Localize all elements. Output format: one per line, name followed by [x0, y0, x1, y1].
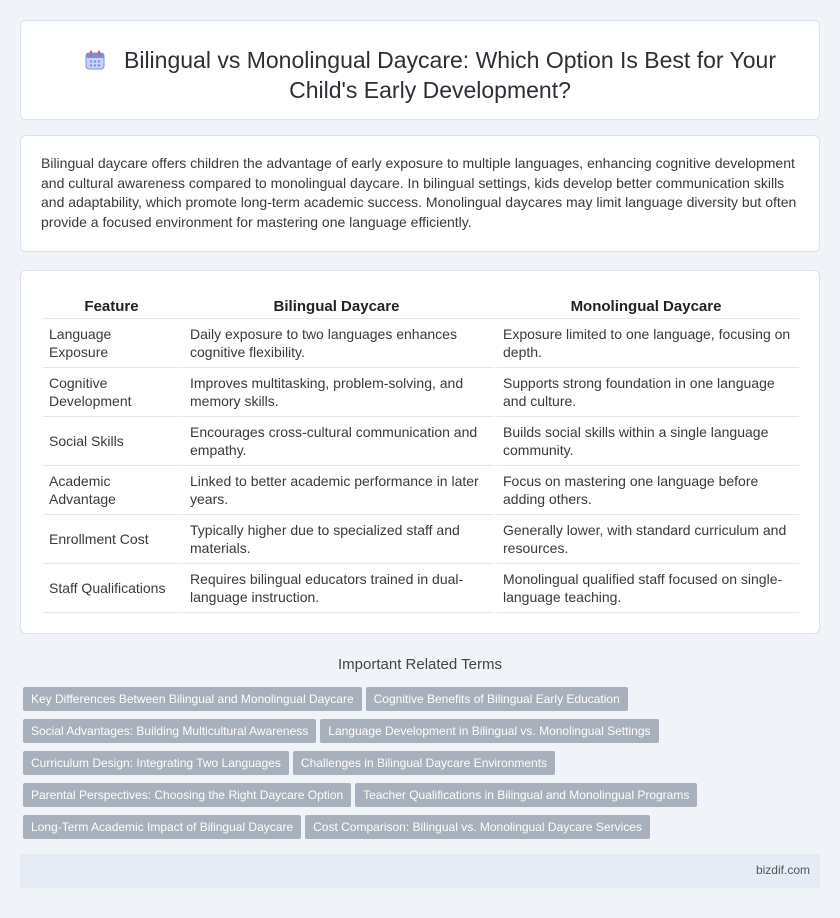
related-term-tag[interactable]: Curriculum Design: Integrating Two Languages — [23, 751, 289, 775]
related-term-tag[interactable]: Social Advantages: Building Multicultural Awareness — [23, 719, 316, 743]
comparison-card — [20, 270, 820, 634]
title-line-2: Child's Early Development? — [289, 77, 571, 103]
bilingual-cell: Encourages cross-cultural communication and empathy. — [180, 417, 493, 466]
related-term-tag[interactable]: Parental Perspectives: Choosing the Right Daycare Option — [23, 783, 351, 807]
related-terms-list — [23, 687, 723, 847]
bilingual-cell: Improves multitasking, problem-solving, and memory skills. — [180, 368, 493, 417]
table-row — [43, 515, 799, 564]
table-row — [43, 417, 799, 466]
table-row — [43, 564, 799, 613]
monolingual-cell: Generally lower, with standard curriculum and resources. — [493, 515, 799, 564]
header-feature: Feature — [43, 297, 180, 319]
related-term-tag[interactable]: Long-Term Academic Impact of Bilingual Daycare — [23, 815, 301, 839]
page-title — [61, 45, 799, 105]
related-term-tag[interactable]: Cognitive Benefits of Bilingual Early Education — [366, 687, 628, 711]
monolingual-cell: Builds social skills within a single language community. — [493, 417, 799, 466]
bilingual-cell: Typically higher due to specialized staff and materials. — [180, 515, 493, 564]
header-card — [20, 20, 820, 120]
bilingual-cell: Requires bilingual educators trained in dual-language instruction. — [180, 564, 493, 613]
table-header-row — [43, 297, 799, 319]
footer — [20, 854, 820, 888]
bilingual-cell: Daily exposure to two languages enhances cognitive flexibility. — [180, 319, 493, 368]
tag-row — [23, 751, 723, 783]
bilingual-cell: Linked to better academic performance in later years. — [180, 466, 493, 515]
tag-row — [23, 687, 723, 719]
related-term-tag[interactable]: Language Development in Bilingual vs. Monolingual Settings — [320, 719, 658, 743]
title-line-1 — [61, 45, 799, 75]
monolingual-cell: Monolingual qualified staff focused on single-language teaching. — [493, 564, 799, 613]
feature-cell: Cognitive Development — [43, 368, 180, 417]
related-term-tag[interactable]: Teacher Qualifications in Bilingual and Monolingual Programs — [355, 783, 697, 807]
table-row — [43, 466, 799, 515]
related-terms-title: Important Related Terms — [338, 656, 502, 673]
table-row — [43, 319, 799, 368]
title-text-1: Bilingual vs Monolingual Daycare: Which Option Is Best for Your — [124, 47, 776, 73]
feature-cell: Academic Advantage — [43, 466, 180, 515]
feature-cell: Staff Qualifications — [43, 564, 180, 613]
feature-cell: Social Skills — [43, 417, 180, 466]
monolingual-cell: Exposure limited to one language, focusing on depth. — [493, 319, 799, 368]
feature-cell: Enrollment Cost — [43, 515, 180, 564]
tag-row — [23, 719, 723, 751]
table-row — [43, 368, 799, 417]
related-term-tag[interactable]: Key Differences Between Bilingual and Monolingual Daycare — [23, 687, 362, 711]
header-monolingual: Monolingual Daycare — [493, 297, 799, 319]
tag-row — [23, 815, 723, 847]
monolingual-cell: Supports strong foundation in one language and culture. — [493, 368, 799, 417]
monolingual-cell: Focus on mastering one language before adding others. — [493, 466, 799, 515]
related-term-tag[interactable]: Cost Comparison: Bilingual vs. Monolingual Daycare Services — [305, 815, 650, 839]
tag-row — [23, 783, 723, 815]
header-bilingual: Bilingual Daycare — [180, 297, 493, 319]
site-link[interactable]: bizdif.com — [755, 863, 810, 877]
feature-cell: Language Exposure — [43, 319, 180, 368]
calendar-icon — [84, 49, 106, 71]
comparison-table — [43, 297, 799, 613]
related-term-tag[interactable]: Challenges in Bilingual Daycare Environments — [293, 751, 555, 775]
intro-card — [20, 135, 820, 252]
intro-paragraph: Bilingual daycare offers children the advantage of early exposure to multiple languages, enhancing cognitive development and cultural awareness compared to monolingual daycare. In bilingual settings, kids develop better communication skills and adaptability, which promote long-term academic success. Monolingual daycares may limit language diversity but often provide a focused environment for mastering one language efficiently. — [41, 155, 797, 230]
